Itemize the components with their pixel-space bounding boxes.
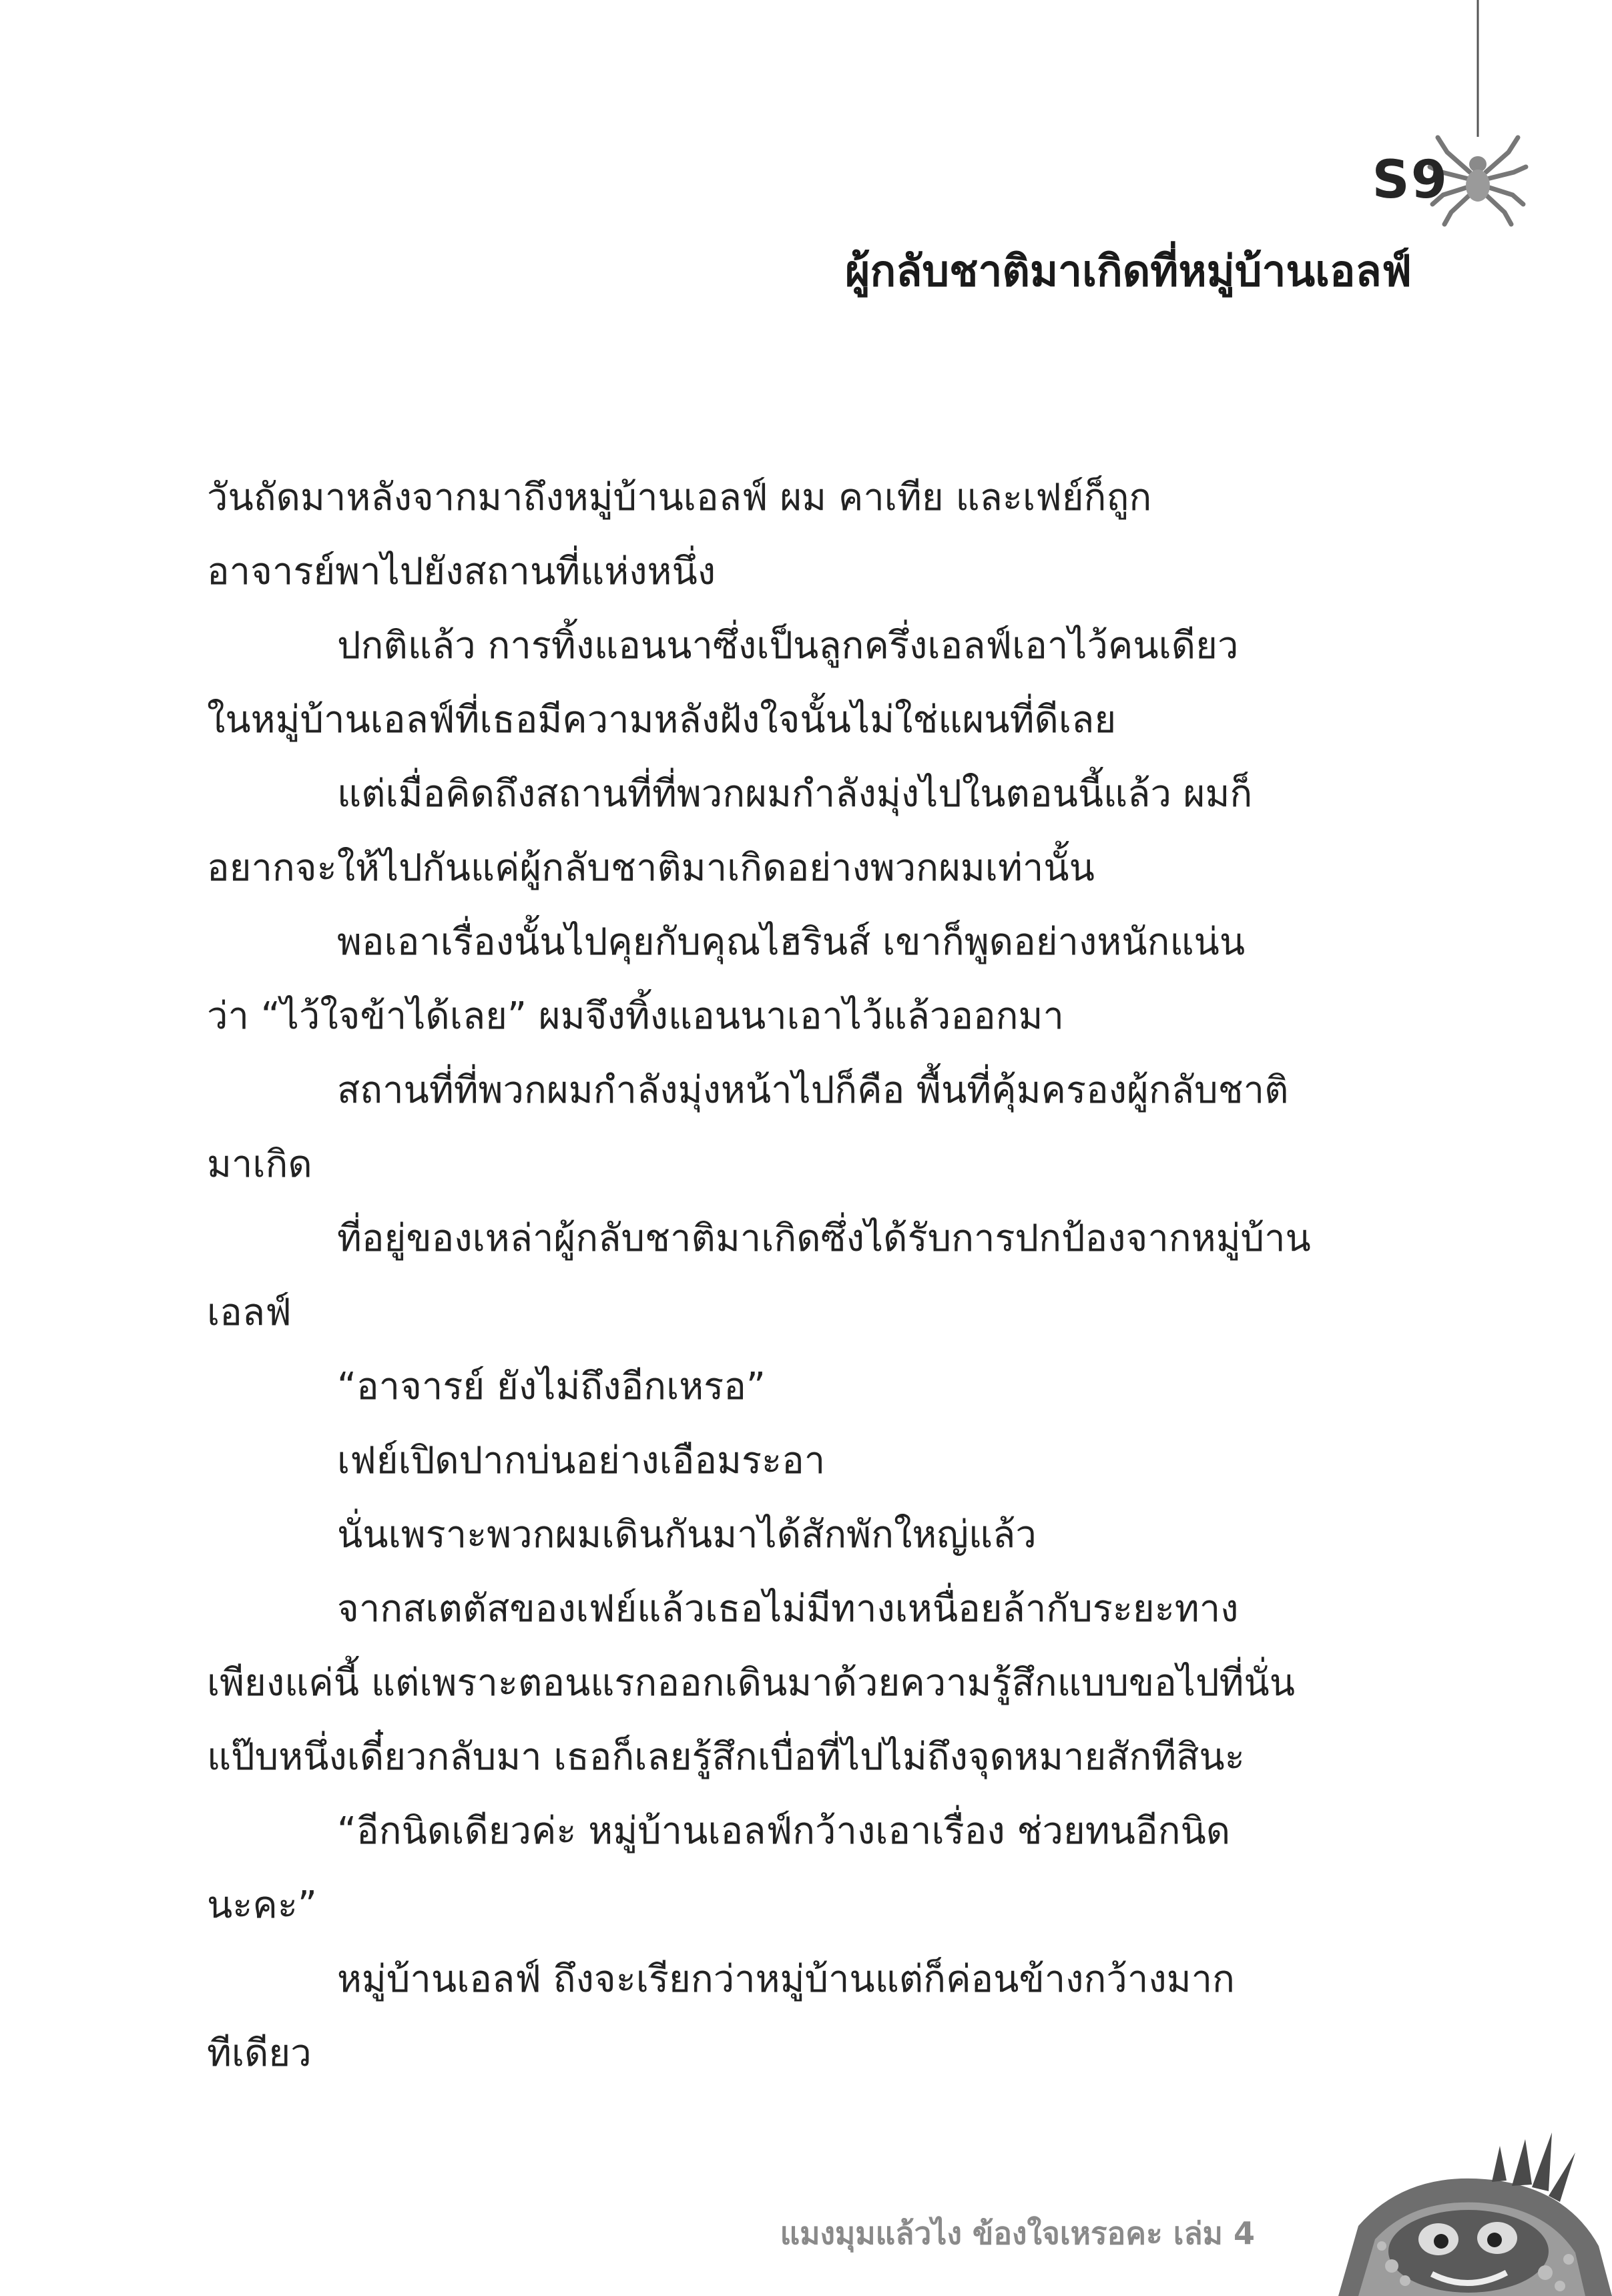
text-line: เอลฟ์ bbox=[207, 1291, 292, 1334]
text-line: จากสเตตัสของเฟย์แล้วเธอไม่มีทางเหนื่อยล้ากับระยะทาง bbox=[337, 1587, 1239, 1631]
text-line: นะคะ” bbox=[207, 1884, 317, 1927]
text-line: สถานที่ที่พวกผมกำลังมุ่งหน้าไปก็คือ พื้นที่คุ้มครองผู้กลับชาติ bbox=[337, 1069, 1289, 1112]
text-line: อาจารย์พาไปยังสถานที่แห่งหนึ่ง bbox=[207, 550, 716, 593]
text-line: อยากจะให้ไปกันแค่ผู้กลับชาติมาเกิดอย่างพวกผมเท่านั้น bbox=[207, 846, 1095, 890]
text-line: ว่า “ไว้ใจข้าได้เลย” ผมจึงทิ้งแอนนาเอาไว้แล้วออกมา bbox=[207, 994, 1064, 1038]
text-line: “อีกนิดเดียวค่ะ หมู่บ้านเอลฟ์กว้างเอาเรื่อง ช่วยทนอีกนิด bbox=[337, 1809, 1231, 1853]
text-line: “อาจารย์ ยังไม่ถึงอีกเหรอ” bbox=[337, 1365, 766, 1408]
text-line: มาเกิด bbox=[207, 1143, 312, 1186]
text-line: แต่เมื่อคิดถึงสถานที่ที่พวกผมกำลังมุ่งไปในตอนนี้แล้ว ผมก็ bbox=[337, 772, 1253, 816]
chapter-title: ผู้กลับชาติมาเกิดที่หมู่บ้านเอลฟ์ bbox=[844, 247, 1412, 296]
monster-illustration bbox=[1312, 2132, 1612, 2296]
text-line: ทีเดียว bbox=[207, 2032, 312, 2075]
text-line: ในหมู่บ้านเอลฟ์ที่เธอมีความหลังฝังใจนั้นไม่ใช่แผนที่ดีเลย bbox=[207, 698, 1117, 742]
text-line: ที่อยู่ของเหล่าผู้กลับชาติมาเกิดซึ่งได้รับการปกป้องจากหมู่บ้าน bbox=[337, 1217, 1311, 1260]
text-line: หมู่บ้านเอลฟ์ ถึงจะเรียกว่าหมู่บ้านแต่ก็ค่อนข้างกว้างมาก bbox=[337, 1958, 1235, 2001]
text-line: ปกติแล้ว การทิ้งแอนนาซึ่งเป็นลูกครึ่งเอลฟ์เอาไว้คนเดียว bbox=[337, 624, 1239, 667]
body-text bbox=[207, 461, 1408, 2090]
text-line: แป๊บหนึ่งเดี๋ยวกลับมา เธอก็เลยรู้สึกเบื่อที่ไปไม่ถึงจุดหมายสักทีสินะ bbox=[207, 1735, 1245, 1779]
chapter-number: S9 bbox=[1372, 150, 1448, 210]
text-line: เฟย์เปิดปากบ่นอย่างเอือมระอา bbox=[337, 1439, 826, 1482]
text-line: นั่นเพราะพวกผมเดินกันมาได้สักพักใหญ่แล้ว bbox=[337, 1513, 1037, 1556]
text-line: วันถัดมาหลังจากมาถึงหมู่บ้านเอลฟ์ ผม คาเทีย และเฟย์ก็ถูก bbox=[207, 476, 1152, 519]
footer-book-title: แมงมุมแล้วไง ข้องใจเหรอคะ เล่ม 4 bbox=[780, 2215, 1255, 2251]
text-line: พอเอาเรื่องนั้นไปคุยกับคุณไฮรินส์ เขาก็พูดอย่างหนักแน่น bbox=[337, 920, 1246, 964]
text-line: เพียงแค่นี้ แต่เพราะตอนแรกออกเดินมาด้วยความรู้สึกแบบขอไปที่นั่น bbox=[207, 1661, 1295, 1705]
